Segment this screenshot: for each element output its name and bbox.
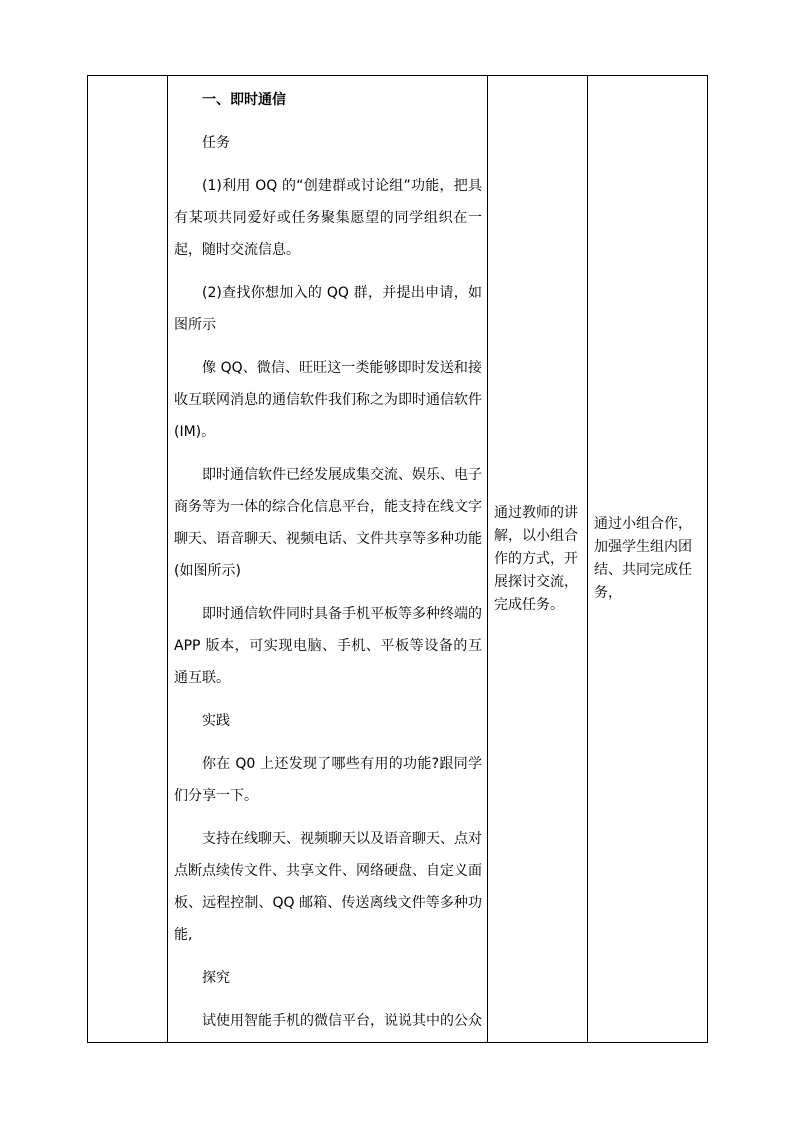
student-activity-cell	[488, 76, 588, 1043]
paragraph-im-devices: 即时通信软件同时具备手机平板等多种终端的 APP 版本，可实现电脑、手机、平板等设备的互通互联。	[174, 606, 482, 686]
paragraph-explore-label: 探究	[202, 970, 230, 986]
lesson-plan-table	[87, 75, 708, 1043]
paragraph-practice-answer: 支持在线聊天、视频聊天以及语音聊天、点对点断点续传文件、共享文件、网络硬盘、自定义面板、远程控制、QQ 邮箱、传送离线文件等多种功能,	[174, 831, 482, 943]
paragraph-im-platform: 即时通信软件已经发展成集交流、娱乐、电子商务等为一体的综合化信息平台，能支持在线文字聊天、语音聊天、视频电话、文件共享等多种功能(如图所示)	[174, 467, 482, 579]
paragraph-task-label: 任务	[202, 135, 230, 151]
paragraph-practice-label: 实践	[202, 713, 230, 729]
teaching-content-cell	[168, 76, 488, 1043]
student-activity-text: 通过教师的讲解，以小组合作的方式，开展探讨交流，完成任务。	[494, 504, 578, 613]
paragraph-explore-question: 试使用智能手机的微信平台，说说其中的公众	[202, 1013, 482, 1029]
section-title: 一、即时通信	[202, 92, 286, 108]
paragraph-task-2: (2)查找你想加入的 QQ 群，并提出申请，如图所示	[174, 285, 482, 333]
empty-cell	[88, 76, 168, 1043]
paragraph-task-1: (1)利用 OQ 的“创建群或讨论组”功能，把具有某项共同爱好或任务聚集愿望的同学组织在一起，随时交流信息。	[174, 178, 482, 258]
design-intent-cell	[588, 76, 708, 1043]
table-row	[88, 76, 708, 1043]
teaching-content	[174, 84, 482, 1036]
paragraph-im-definition: 像 QQ、微信、旺旺这一类能够即时发送和接收互联网消息的通信软件我们称之为即时通信软件(IM)。	[174, 360, 482, 440]
paragraph-practice-question: 你在 Q0 上还发现了哪些有用的功能?跟同学们分享一下。	[174, 756, 482, 804]
design-intent-text: 通过小组合作，加强学生组内团结、共同完成任务，	[594, 516, 692, 601]
